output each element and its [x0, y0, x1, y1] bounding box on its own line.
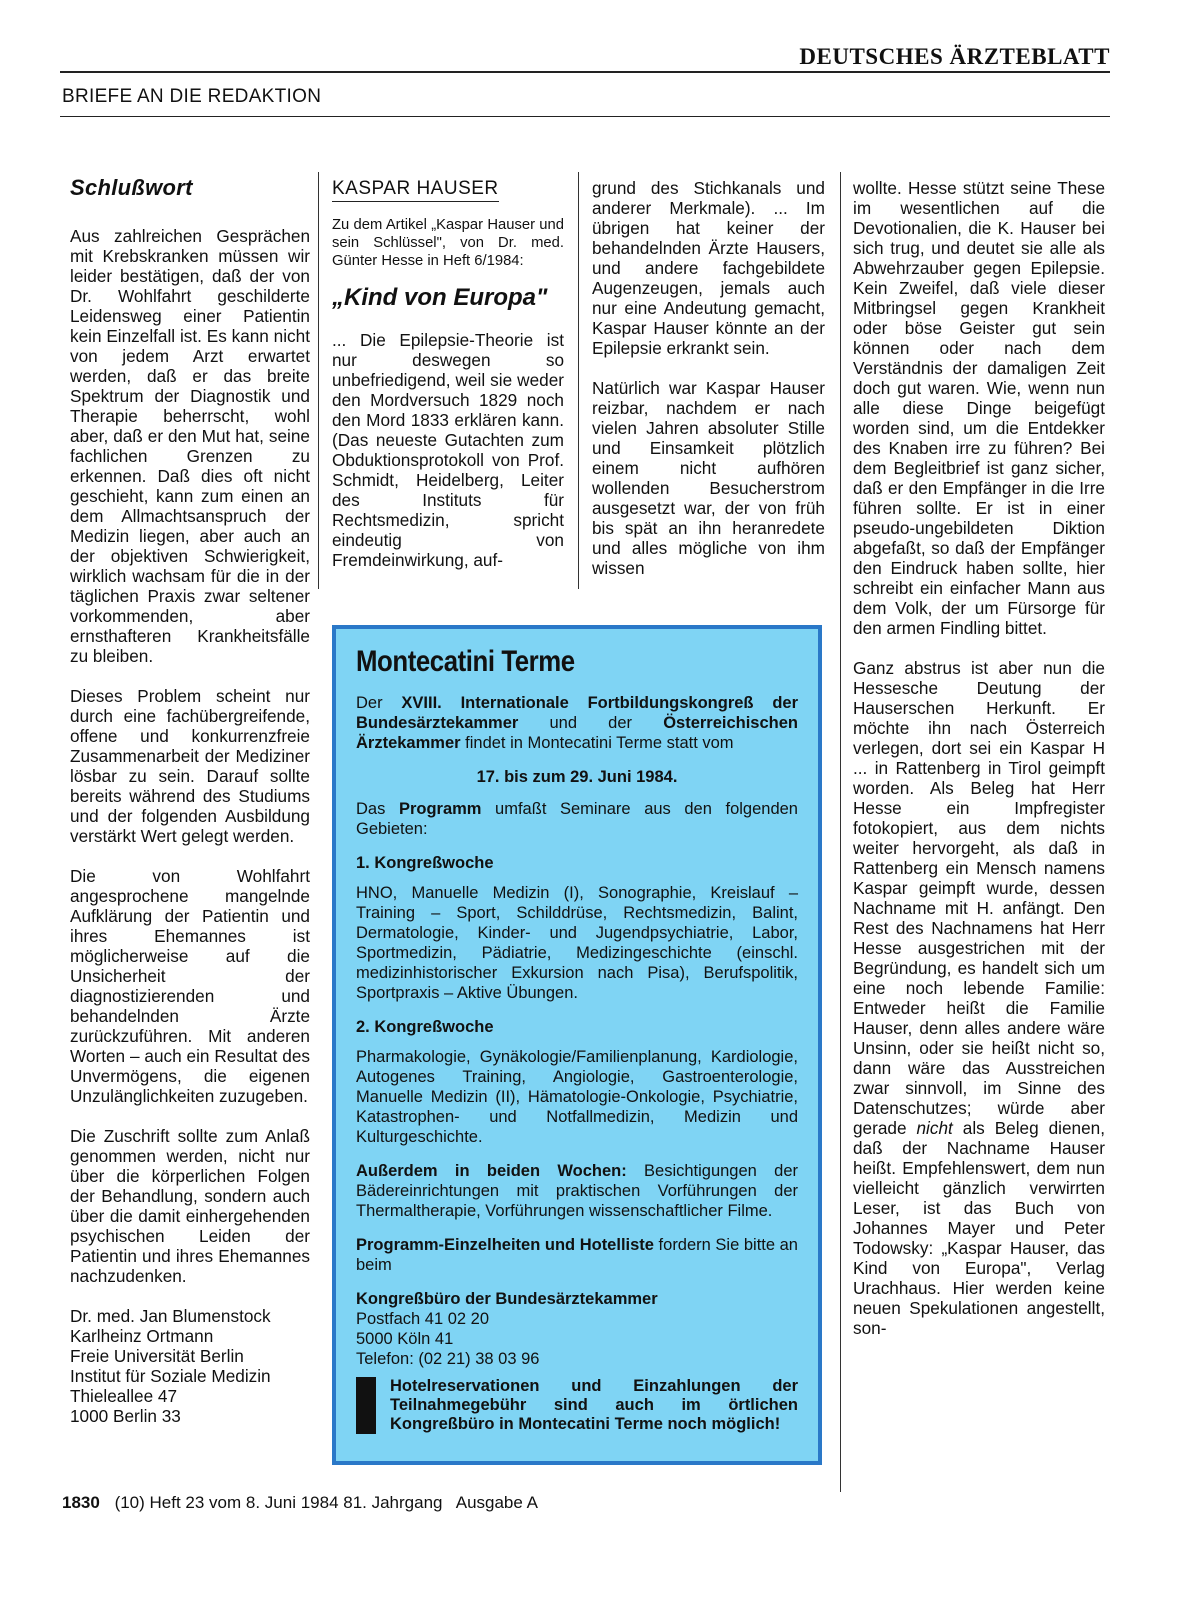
text-run-bold: Programm: [398, 800, 482, 818]
masthead: DEUTSCHES ÄRZTEBLATT: [799, 44, 1110, 69]
column-divider: [840, 172, 841, 1492]
edition-info: Ausgabe A: [455, 1493, 538, 1512]
text-run: fordern Sie bitte an beim: [356, 1236, 798, 1274]
ad-paragraph: [356, 693, 798, 753]
text-run: Ganz abstrus ist aber nun die Hessesche Deutung der Hauserschen Herkunft. Er möchte ihn nach Österreich verlegen, dort sei ein Kaspar H ... in Rattenberg in Tirol geimpft worden. Als Beleg hat Herr Hesse ein Impfregister fotokopiert, aus dem nichts weiter hervorgeht, als daß in Rattenberg ein Mensch namens Kaspar geimpft wurde, dessen Nachname mit H. anfängt. Den Rest des Nachnamens hat Herr Hesse ausgestrichen mit der Begründung, es handelt sich um eine noch lebende Familie: Entweder heißt die Familie Hauser, denn alles andere wäre Unsinn, oder sie heißt nicht so, dann wäre das Ausstreichen zwar sinnvoll, im Sinne des Datenschutzes; würde aber gerade: [853, 658, 1105, 1138]
page-number: 1830: [62, 1493, 100, 1512]
text-run: Der: [356, 694, 402, 712]
text-run: umfaßt Seminare aus den folgenden Gebieten:: [356, 800, 798, 838]
masthead-rule: [60, 71, 1110, 73]
signature-line: Thieleallee 47: [70, 1386, 178, 1406]
paragraph: grund des Stichkanals und anderer Merkmale). ... Im übrigen hat keiner der behandelnden Ärzte Hausers, und andere fachgebildete Augenzeugen, jemals auch nur eine Andeutung gemacht, Kaspar Hauser könnte an der Epilepsie erkrankt sein.: [592, 178, 825, 358]
paragraph: Aus zahlreichen Gesprächen mit Krebskranken müssen wir leider bestätigen, daß der von Dr. Wohlfahrt geschilderte Leidensweg einer Patientin kein Einzelfall ist. Es kann nicht von jedem Arzt erwartet werden, daß er das breite Spektrum der Diagnostik und Therapie beherrscht, wohl aber, daß er den Mut hat, seine fachlichen Grenzen zu erkennen. Daß dies oft nicht geschieht, kann zum einen an dem Allmachtsanspruch der Medizin liegen, aber auch an der objektiven Schwierigkeit, wirklich wachsam für die in der täglichen Praxis zwar seltener vorkommenden, aber ernsthafteren Krankheitsfälle zu bleiben.: [70, 226, 310, 666]
address-line: Postfach 41 02 20: [356, 1310, 490, 1328]
advertisement-montecatini: [332, 625, 822, 1465]
letter-kicker: KASPAR HAUSER: [332, 179, 499, 202]
emphasis: nicht: [916, 1118, 953, 1138]
notice-text: Hotelreservationen und Einzahlungen der Teilnahmegebühr sind auch im örtlichen Kongreßbüro in Montecatini Terme noch möglich!: [390, 1377, 798, 1433]
letter-schlusswort: [70, 175, 310, 1426]
text-run-bold: Österreichischen Ärztekammer: [356, 714, 798, 752]
section-rule: [60, 116, 1110, 117]
column-divider: [578, 172, 579, 589]
ad-paragraph: [356, 1235, 798, 1275]
column-divider: [318, 172, 319, 589]
paragraph: Natürlich war Kaspar Hauser reizbar, nachdem er nach vielen Jahren absoluter Stille und Einsamkeit plötzlich einem nicht aufhören wollenden Besucherstrom ausgesetzt war, der von früh bis spät an ihn heranredete und alles mögliche von ihm wissen: [592, 378, 825, 578]
page-footer: [62, 1493, 538, 1513]
signature-line: 1000 Berlin 33: [70, 1406, 181, 1426]
letter-kaspar-hauser: [332, 178, 564, 570]
address-line: 5000 Köln 41: [356, 1330, 454, 1348]
paragraph: ... Die Epilepsie-Theorie ist nur deswegen so unbefriedigend, weil sie weder den Mordversuch 1829 noch den Mord 1833 erklären kann. (Das neueste Gutachten zum Obduktionsprotokoll von Prof. Schmidt, Heidelberg, Leiter des Instituts für Rechtsmedizin, spricht eindeutig von Fremdeinwirkung, auf-: [332, 330, 564, 570]
ad-address: [356, 1289, 798, 1369]
signature-line: Freie Universität Berlin: [70, 1346, 244, 1366]
paragraph: Die Zuschrift sollte zum Anlaß genommen werden, nicht nur über die körperlichen Folgen der Behandlung, sondern auch über die damit einhergehenden psychischen Leiden der Patientin und ihres Ehemannes nachzudenken.: [70, 1126, 310, 1286]
letter-heading: Schlußwort: [70, 175, 193, 200]
text-run: findet in Montecatini Terme statt vom: [460, 734, 734, 752]
ad-notice: [356, 1377, 798, 1434]
paragraph: wollte. Hesse stützt seine These im wesentlichen auf die Devotionalien, die K. Hauser bei sich trug, und deutet sie alle als Abwehrzauber gegen Epilepsie. Kein Zweifel, daß viele dieser Mitbringsel gegen Krankheit oder böse Geister gut sein können oder nach dem Verständnis der damaligen Zeit doch gut waren. Wie, wenn nun alle diese Dinge beigefügt worden sind, um die Entdekker des Knaben irre zu führen? Bei dem Begleitbrief ist ganz sicher, daß er den Empfänger in die Irre führen sollte. Er ist in einer pseudo-ungebildeten Diktion abgefaßt, so daß der Empfänger den Eindruck haben sollte, hier schreibt ein einfacher Mann aus dem Volk, der um Fürsorge für den armen Findling bittet.: [853, 178, 1105, 638]
address-line: [356, 1289, 798, 1309]
text-run: als Beleg dienen, daß der Nachname Hauser heißt. Empfehlenswert, dem nun vielleicht gänzlich verwirrten Leser, ist das Buch von Johannes Mayer und Peter Todowsky: „Kaspar Hauser, das Kind von Europa", Verlag Urachhaus. Hier werden keine neuen Spekulationen angestellt, son-: [853, 1118, 1106, 1338]
ad-paragraph: HNO, Manuelle Medizin (I), Sonographie, Kreislauf – Training – Sport, Schilddrüse, Rechtsmedizin, Balint, Dermatologie, Kinder- und Jugendpsychiatrie, Labor, Sportmedizin, Pädiatrie, Medizingeschichte (einschl. medizinhistorischer Exkursion nach Pisa), Berufspolitik, Sportpraxis – Aktive Übungen.: [356, 884, 798, 1002]
ad-subheading: 2. Kongreßwoche: [356, 1018, 494, 1036]
signature-block: [70, 1306, 310, 1426]
notice-bar: [356, 1377, 376, 1434]
ad-paragraph: Pharmakologie, Gynäkologie/Familienplanung, Kardiologie, Autogenes Training, Angiologie, Gastroenterologie, Manuelle Medizin (II), Hämatologie-Onkologie, Psychiatrie, Katastrophen- und Notfallmedizin, Medizin und Kulturgeschichte.: [356, 1048, 798, 1146]
text-run: und der: [518, 714, 664, 732]
letter-kaspar-hauser-continued: [592, 178, 825, 578]
text-run: Das: [356, 800, 399, 818]
text-run-bold: Programm-Einzelheiten und Hotelliste: [356, 1236, 654, 1254]
text-run-bold: Kongreßbüro der Bundesärztekammer: [356, 1290, 658, 1308]
ad-paragraph: [356, 1161, 798, 1221]
signature-line: Karlheinz Ortmann: [70, 1326, 214, 1346]
letter-title: „Kind von Europa": [332, 284, 548, 311]
paragraph: [853, 658, 1105, 1338]
ad-title: Montecatini Terme: [356, 645, 575, 678]
signature-line: Institut für Soziale Medizin: [70, 1366, 271, 1386]
issue-info: (10) Heft 23 vom 8. Juni 1984 81. Jahrgang: [114, 1493, 443, 1512]
ad-subheading: 1. Kongreßwoche: [356, 854, 494, 872]
text-run: Besichtigungen der Bädereinrichtungen mit praktischen Vorführungen der Thermaltherapie, Vorführungen wissenschaftlicher Filme.: [356, 1162, 798, 1220]
address-line: Telefon: (02 21) 38 03 96: [356, 1350, 540, 1368]
section-title: BRIEFE AN DIE REDAKTION: [62, 86, 322, 107]
signature-line: Dr. med. Jan Blumenstock: [70, 1306, 271, 1326]
letter-kaspar-hauser-continued: [853, 178, 1105, 1338]
paragraph: Dieses Problem scheint nur durch eine fachübergreifende, offene und konkurrenzfreie Zusammenarbeit der Mediziner lösbar zu sein. Darauf sollte bereits während des Studiums und der folgenden Ausbildung verstärkt Wert gelegt werden.: [70, 686, 310, 846]
text-run-bold: Außerdem in beiden Wochen:: [356, 1162, 627, 1180]
letter-intro: Zu dem Artikel „Kaspar Hauser und sein Schlüssel", von Dr. med. Günter Hesse in Heft 6/1984:: [332, 217, 564, 269]
ad-paragraph: [356, 799, 798, 839]
ad-dates: 17. bis zum 29. Juni 1984.: [476, 768, 678, 786]
paragraph: Die von Wohlfahrt angesprochene mangelnde Aufklärung der Patientin und ihres Ehemannes ist möglicherweise auf die Unsicherheit der diagnostizierenden und behandelnden Ärzte zurückzuführen. Mit anderen Worten – auch ein Resultat des Unvermögens, die eigenen Unzulänglichkeiten zuzugeben.: [70, 866, 310, 1106]
text-run-bold: XVIII. Internationale Fortbildungskongreß der Bundesärztekammer: [356, 694, 799, 732]
